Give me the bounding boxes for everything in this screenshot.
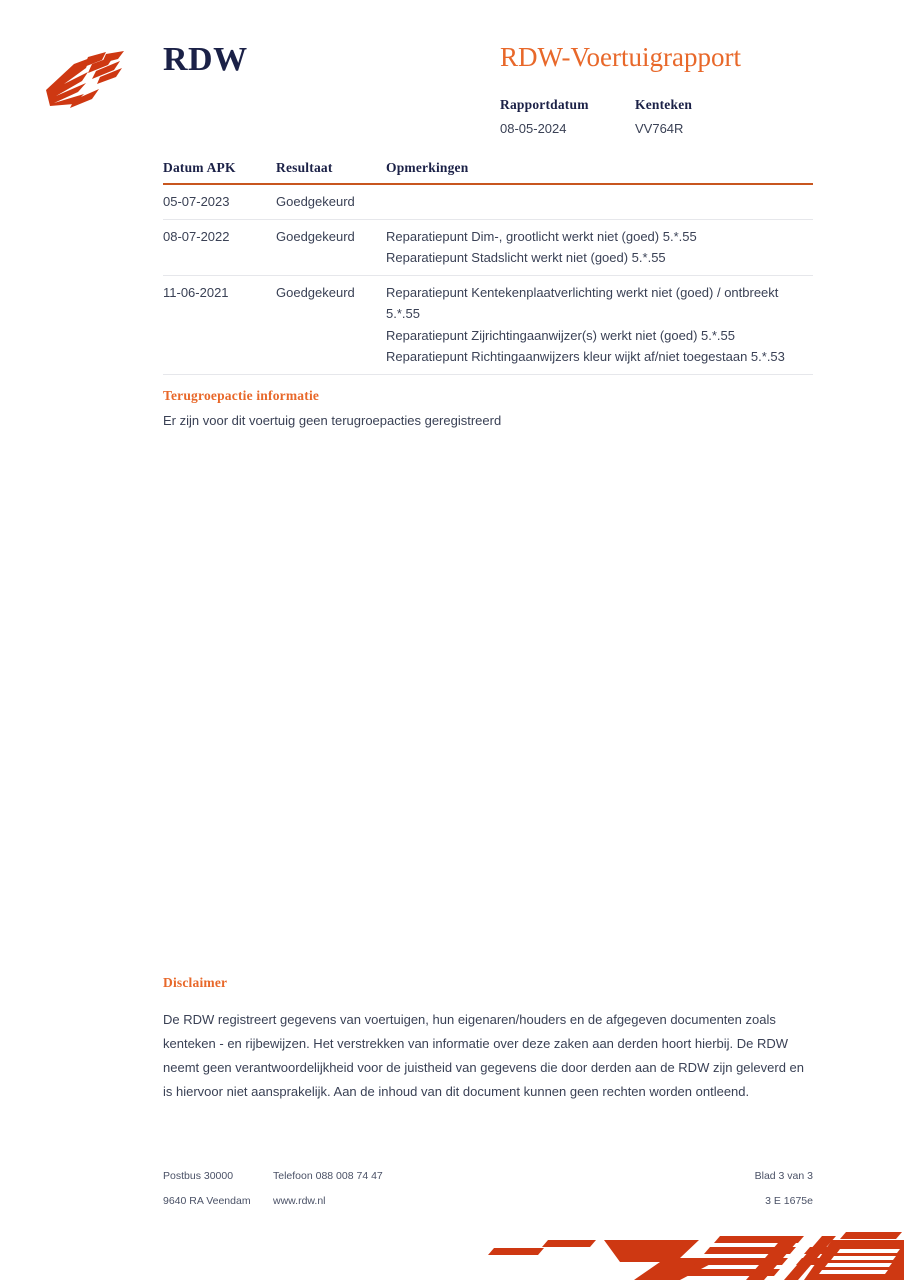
cell-opmerkingen bbox=[386, 191, 813, 206]
table-header-row bbox=[163, 160, 813, 185]
rdw-speed-stripes-graphic bbox=[484, 1222, 904, 1280]
cell-opmerkingen bbox=[386, 226, 813, 269]
opmerking-line: Reparatiepunt Richtingaanwijzers kleur wijkt af/niet toegestaan 5.*.53 bbox=[386, 349, 785, 364]
opmerking-line: Reparatiepunt Kentekenplaatverlichting werkt niet (goed) / ontbreekt 5.*.55 bbox=[386, 284, 783, 321]
meta-kenteken bbox=[635, 97, 770, 136]
footer-row-1 bbox=[163, 1170, 813, 1195]
table-row bbox=[163, 185, 813, 220]
meta-label: Kenteken bbox=[635, 97, 693, 112]
column-header-resultaat: Resultaat bbox=[276, 160, 333, 175]
rdw-feather-logo-icon bbox=[44, 50, 144, 110]
cell-resultaat: Goedgekeurd bbox=[276, 284, 355, 300]
cell-datum-apk: 05-07-2023 bbox=[163, 194, 230, 209]
recall-section bbox=[163, 388, 813, 428]
recall-heading: Terugroepactie informatie bbox=[163, 388, 320, 403]
column-header-datum-apk: Datum APK bbox=[163, 160, 236, 175]
footer-doc-code: 3 E 1675e bbox=[765, 1195, 813, 1207]
meta-label: Rapportdatum bbox=[500, 97, 589, 112]
footer-address-line2: 9640 RA Veendam bbox=[163, 1195, 251, 1207]
cell-datum-apk: 08-07-2022 bbox=[163, 228, 230, 244]
opmerking-line: Reparatiepunt Stadslicht werkt niet (goed) 5.*.55 bbox=[386, 250, 666, 265]
footer-website[interactable]: www.rdw.nl bbox=[273, 1195, 326, 1207]
table-row bbox=[163, 276, 813, 375]
page-title: RDW-Voertuigrapport bbox=[500, 42, 741, 72]
meta-value: 08-05-2024 bbox=[500, 121, 567, 136]
column-header-opmerkingen: Opmerkingen bbox=[386, 160, 469, 175]
recall-text: Er zijn voor dit voertuig geen terugroepacties geregistreerd bbox=[163, 413, 502, 428]
disclaimer-text: De RDW registreert gegevens van voertuigen, hun eigenaren/houders en de afgegeven documenten zoals kenteken - en rijbewijzen. Het verstrekken van informatie over deze zaken aan derden hoort hierbij. De RDW neemt geen verantwoordelijkheid voor de juistheid van gegevens die door derden aan de RDW zijn geleverd en is hiervoor niet aansprakelijk. Aan de inhoud van dit document kunnen geen rechten worden ontleend. bbox=[163, 1012, 805, 1099]
document-footer bbox=[163, 1170, 813, 1220]
opmerking-line: Reparatiepunt Dim-, grootlicht werkt niet (goed) 5.*.55 bbox=[386, 228, 697, 244]
cell-resultaat: Goedgekeurd bbox=[276, 228, 355, 244]
cell-resultaat: Goedgekeurd bbox=[276, 194, 355, 209]
rdw-wordmark: RDW bbox=[163, 41, 248, 78]
cell-datum-apk: 11-06-2021 bbox=[163, 284, 229, 300]
meta-value: VV764R bbox=[635, 121, 684, 136]
footer-address-line1: Postbus 30000 bbox=[163, 1170, 234, 1182]
apk-history-table bbox=[163, 160, 813, 375]
footer-row-2 bbox=[163, 1195, 813, 1220]
disclaimer-heading: Disclaimer bbox=[163, 975, 228, 990]
table-row bbox=[163, 220, 813, 276]
cell-opmerkingen bbox=[386, 282, 813, 368]
document-header bbox=[0, 0, 904, 150]
report-meta bbox=[500, 97, 770, 136]
footer-phone: Telefoon 088 008 74 47 bbox=[273, 1170, 383, 1182]
meta-rapportdatum bbox=[500, 97, 635, 136]
table-body bbox=[163, 185, 813, 375]
opmerking-line: Reparatiepunt Zijrichtingaanwijzer(s) werkt niet (goed) 5.*.55 bbox=[386, 327, 735, 343]
footer-page-info: Blad 3 van 3 bbox=[754, 1170, 813, 1182]
disclaimer-section bbox=[163, 975, 815, 1104]
